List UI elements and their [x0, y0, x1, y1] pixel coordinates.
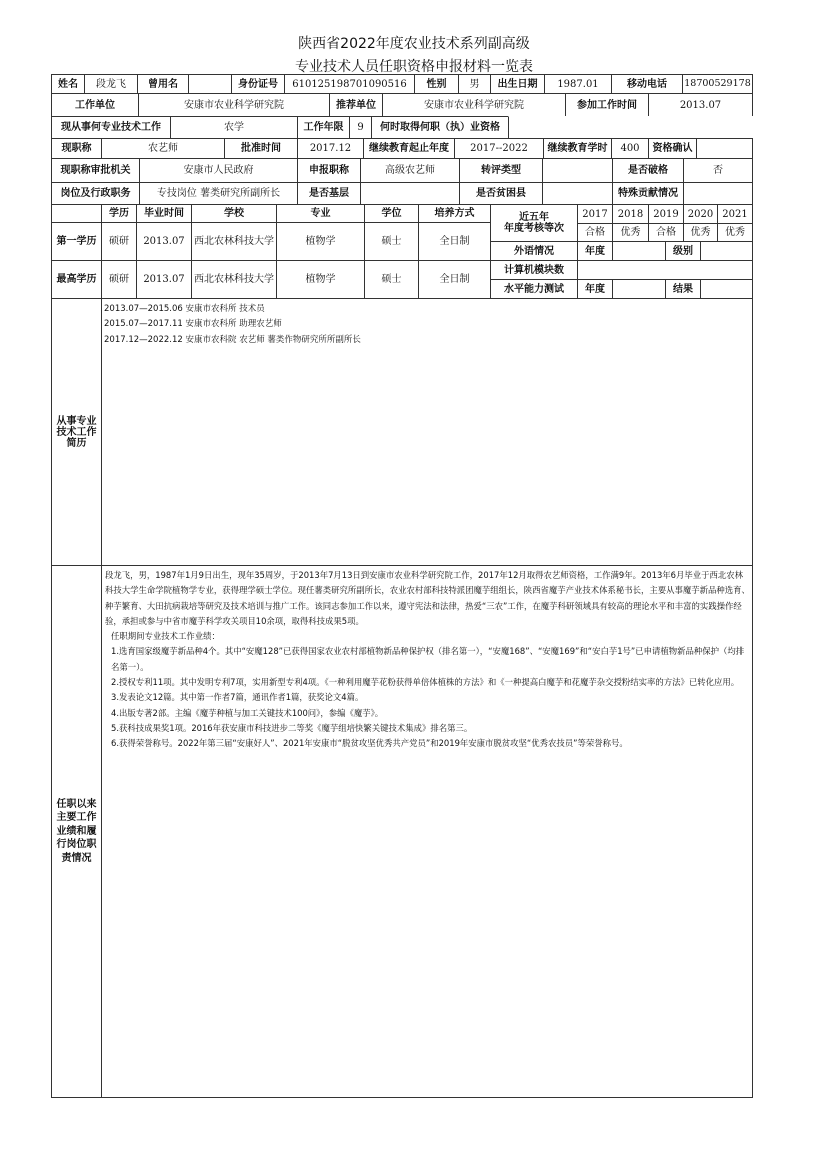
form-title-line2: 专业技术人员任职资格申报材料一览表	[295, 59, 533, 75]
poverty-county-value	[542, 182, 613, 205]
work-start-label: 参加工作时间	[565, 93, 649, 117]
work-years-label: 工作年限	[297, 116, 350, 139]
current-field-value: 农学	[170, 116, 298, 139]
assessment-year-5: 2021	[717, 204, 753, 224]
name-value: 段龙飞	[84, 74, 138, 94]
qualification-confirm-label: 资格确认	[648, 138, 697, 159]
performance-item-2: 2.授权专利11项。其中发明专利7项，实用新型专利4项。《一种利用魔芋花粉获得单倍体植株的方法》和《一种提高白魔芋和花魔芋杂交授粉结实率的方法》已转化应用。	[111, 677, 740, 688]
ability-test-year-label: 年度	[577, 279, 613, 299]
gender-label: 性别	[414, 74, 459, 94]
col-major: 专业	[276, 204, 365, 223]
foreign-lang-year-value	[612, 241, 666, 261]
assessment-year-4: 2020	[683, 204, 718, 224]
work-years-value: 9	[349, 116, 372, 139]
ability-test-label: 水平能力测试	[490, 279, 578, 299]
performance-item-1: 1.选育国家级魔芋新品种4个。其中“安魔128”已获得国家农业农村部植物新品种保护权（排名第一），“安魔168”、“安魔169”和“安白芋1号”已申请植物新品种保护（均排名第一）。	[111, 646, 745, 672]
apply-title-label: 申报职称	[297, 158, 361, 183]
birth-date-value: 1987.01	[544, 74, 612, 94]
foreign-lang-label: 外语情况	[490, 241, 578, 261]
computer-module-label: 计算机模块数	[490, 260, 578, 280]
mobile-value: 18700529178	[682, 74, 753, 94]
former-name-label: 曾用名	[137, 74, 189, 94]
col-grad-time: 毕业时间	[136, 204, 192, 223]
apply-title-value: 高级农艺师	[360, 158, 460, 183]
assessment-grade-2: 优秀	[612, 223, 649, 242]
col-degree-level: 学历	[101, 204, 137, 223]
approval-org-label: 现职称审批机关	[51, 158, 140, 183]
id-number-label: 身份证号	[231, 74, 285, 94]
foreign-lang-year-label: 年度	[577, 241, 613, 261]
recommend-unit-label: 推荐单位	[329, 93, 383, 117]
poverty-county-label: 是否贫困县	[459, 182, 543, 205]
grassroots-label: 是否基层	[297, 182, 361, 205]
assessment-year-3: 2019	[648, 204, 684, 224]
work-unit-value: 安康市农业科学研究院	[138, 93, 330, 117]
highest-degree-major: 植物学	[276, 260, 365, 299]
gender-value: 男	[458, 74, 491, 94]
edu-years-label: 继续教育起止年度	[363, 138, 455, 159]
exceptional-label: 是否破格	[612, 158, 684, 183]
computer-module-value	[577, 260, 753, 280]
assessment-grade-5: 优秀	[717, 223, 753, 242]
recent5-line2: 年度考核等次	[504, 223, 564, 234]
assessment-grade-1: 合格	[577, 223, 613, 242]
resume-label: 从事专业 技术工作 简历	[51, 298, 102, 566]
highest-degree-level: 硕研	[101, 260, 137, 299]
resume-line-3: 2017.12—2022.12 安康市农科院 农艺师 薯类作物研究所所副所长	[104, 334, 361, 345]
performance-item-4: 4.出版专著2部。主编《魔芋种植与加工关键技术100问》，参编《魔芋》。	[111, 707, 384, 718]
position-label: 岗位及行政职务	[51, 182, 140, 205]
current-title-value: 农艺师	[101, 138, 225, 159]
performance-heading: 任职期间专业技术工作业绩：	[111, 631, 220, 642]
col-study-mode: 培养方式	[418, 204, 491, 223]
col-school: 学校	[191, 204, 277, 223]
edu-years-value: 2017--2022	[454, 138, 544, 159]
col-degree: 学位	[364, 204, 419, 223]
edu-hours-label: 继续教育学时	[543, 138, 612, 159]
resume-line-2: 2015.07—2017.11 安康市农科所 助理农艺师	[104, 319, 282, 330]
form-title-line1: 陕西省2022年度农业技术系列副高级	[298, 36, 530, 52]
ability-test-result-label: 结果	[665, 279, 701, 299]
highest-degree-mode: 全日制	[418, 260, 491, 299]
resume-line-1: 2013.07—2015.06 安康市农科所 技术员	[104, 304, 265, 314]
former-name-value	[188, 74, 232, 94]
foreign-lang-level-label: 级别	[665, 241, 701, 261]
assessment-grade-4: 优秀	[683, 223, 718, 242]
transfer-type-label: 转评类型	[459, 158, 543, 183]
highest-degree-label: 最高学历	[51, 260, 102, 299]
special-contribution-label: 特殊贡献情况	[612, 182, 684, 205]
first-degree-major: 植物学	[276, 222, 365, 261]
foreign-lang-level-value	[700, 241, 753, 261]
grassroots-value	[360, 182, 460, 205]
performance-item-3: 3.发表论文12篇。其中第一作者7篇，通讯作者1篇，获奖论文4篇。	[111, 692, 364, 703]
recent5-line1: 近五年	[519, 212, 549, 223]
first-degree-level: 硕研	[101, 222, 137, 261]
mobile-label: 移动电话	[611, 74, 683, 94]
special-contribution-value	[683, 182, 753, 205]
edu-header-blank	[51, 204, 102, 223]
highest-degree-school: 西北农林科技大学	[191, 260, 277, 299]
qualification-confirm-value	[696, 138, 753, 159]
highest-degree-degree: 硕士	[364, 260, 419, 299]
when-qualified-label: 何时取得何职（执）业资格	[371, 116, 509, 139]
approval-time-value: 2017.12	[297, 138, 364, 159]
approval-time-label: 批准时间	[224, 138, 298, 159]
performance-item-6: 6.获得荣誉称号。2022年第三届“安康好人”、2021年安康市“脱贫攻坚优秀共产党员”和2019年安康市脱贫攻坚“优秀农技员”等荣誉称号。	[111, 738, 628, 749]
when-qualified-value	[508, 116, 753, 139]
ability-test-year-value	[612, 279, 666, 299]
highest-degree-grad-time: 2013.07	[136, 260, 192, 299]
birth-date-label: 出生日期	[490, 74, 545, 94]
first-degree-school: 西北农林科技大学	[191, 222, 277, 261]
id-number-value: 610125198701090516	[284, 74, 415, 94]
assessment-year-1: 2017	[577, 204, 613, 224]
first-degree-label: 第一学历	[51, 222, 102, 261]
first-degree-degree: 硕士	[364, 222, 419, 261]
assessment-year-2: 2018	[612, 204, 649, 224]
edu-hours-value: 400	[611, 138, 649, 159]
name-label: 姓名	[51, 74, 85, 94]
work-unit-label: 工作单位	[51, 93, 139, 117]
performance-content	[101, 565, 753, 1098]
approval-org-value: 安康市人民政府	[139, 158, 298, 183]
resume-content	[101, 298, 753, 566]
transfer-type-value	[542, 158, 613, 183]
first-degree-mode: 全日制	[418, 222, 491, 261]
performance-intro: 段龙飞，男，1987年1月9日出生，现年35周岁，于2013年7月13日到安康市农业科学研究院工作，2017年12月取得农艺师资格，工作满9年。2013年6月毕业于西北农林科技大学生命学院植物学专业，获得理学硕士学位。现任薯类研究所副所长，农业农村部科技特派团魔芋组组长，陕西省魔芋产业技术体系秘书长，主要从事魔芋新品种选育、种芋繁育、大田抗病栽培等研究及技术培训与推广工作。该同志参加工作以来，遵守宪法和法律，热爱“三农”工作，在魔芋科研领域具有较高的理论水平和丰富的实践操作经验，承担或参与中省市魔芋科学攻关项目10余项，取得科技成果5项。	[105, 570, 750, 626]
recommend-unit-value: 安康市农业科学研究院	[382, 93, 566, 117]
current-title-label: 现职称	[51, 138, 102, 159]
assessment-grade-3: 合格	[648, 223, 684, 242]
position-value: 专技岗位 薯类研究所副所长	[139, 182, 298, 205]
current-field-label: 现从事何专业技术工作	[51, 116, 171, 139]
ability-test-result-value	[700, 279, 753, 299]
recent5-assessment-label	[490, 204, 578, 242]
exceptional-value: 否	[683, 158, 753, 183]
performance-label: 任职以来 主要工作 业绩和履 行岗位职 责情况	[51, 565, 102, 1098]
first-degree-grad-time: 2013.07	[136, 222, 192, 261]
performance-item-5: 5.获科技成果奖1项。2016年获安康市科技进步二等奖《魔芋组培快繁关键技术集成》排名第三。	[111, 722, 473, 733]
work-start-value: 2013.07	[648, 93, 753, 117]
